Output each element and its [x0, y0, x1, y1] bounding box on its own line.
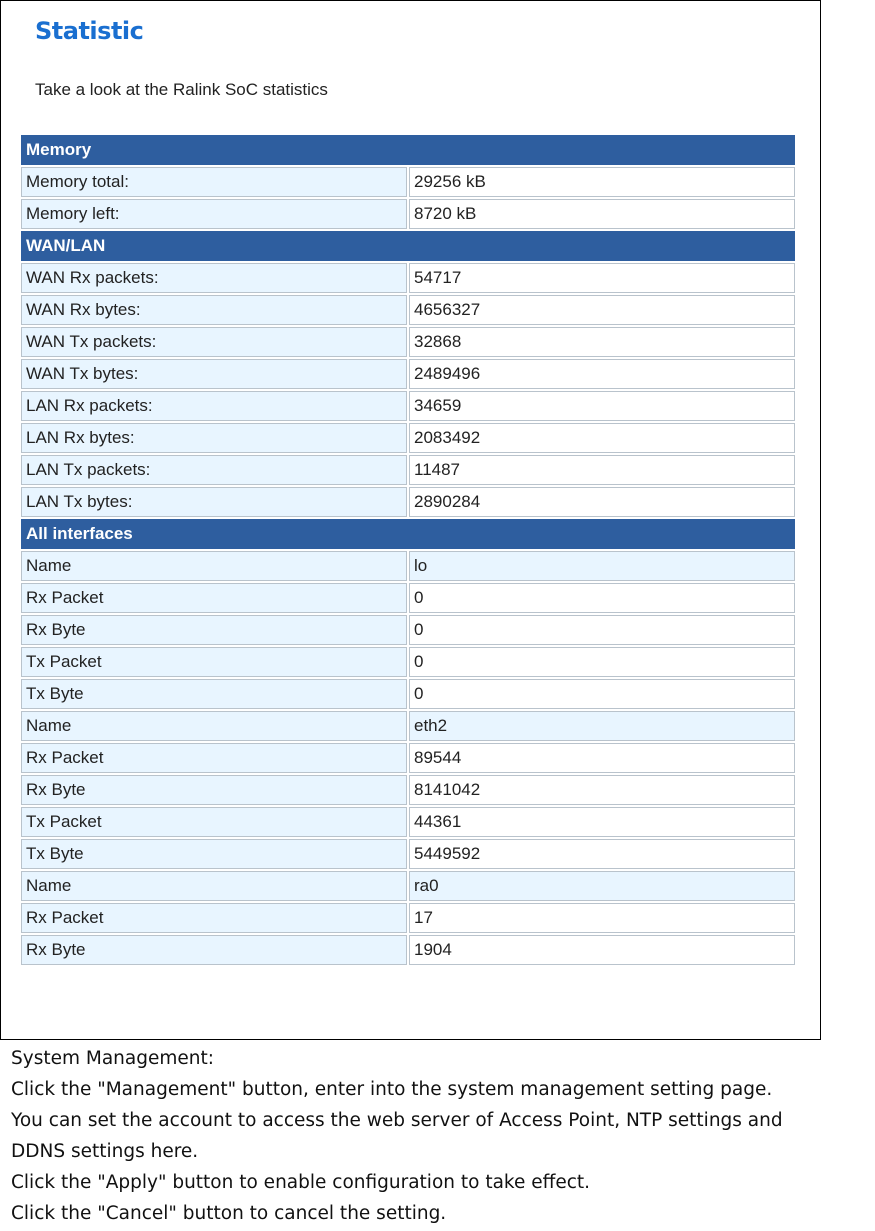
row-value: 29256 kB [409, 167, 795, 197]
table-row [21, 679, 795, 709]
row-value: lo [409, 551, 795, 581]
section-header: Memory [21, 135, 795, 165]
row-label: Tx Packet [21, 647, 407, 677]
row-label: LAN Rx packets: [21, 391, 407, 421]
row-label: LAN Rx bytes: [21, 423, 407, 453]
row-value: 17 [409, 903, 795, 933]
row-label: Name [21, 551, 407, 581]
row-label: Memory total: [21, 167, 407, 197]
row-label: LAN Tx bytes: [21, 487, 407, 517]
row-value: 2890284 [409, 487, 795, 517]
table-row [21, 263, 795, 293]
row-value: eth2 [409, 711, 795, 741]
document-line: DDNS settings here. [11, 1141, 199, 1162]
row-label: Rx Packet [21, 583, 407, 613]
row-value: 0 [409, 679, 795, 709]
row-label: Rx Packet [21, 903, 407, 933]
row-value: 0 [409, 615, 795, 645]
row-label: Name [21, 871, 407, 901]
table-row [21, 551, 795, 581]
row-label: Tx Byte [21, 679, 407, 709]
row-value: 89544 [409, 743, 795, 773]
table-row [21, 647, 795, 677]
row-label: Rx Byte [21, 615, 407, 645]
table-row [21, 935, 795, 965]
row-label: Rx Byte [21, 775, 407, 805]
table-row [21, 391, 795, 421]
row-value: 32868 [409, 327, 795, 357]
table-row [21, 423, 795, 453]
page-title: Statistic [35, 17, 144, 45]
row-value: 2083492 [409, 423, 795, 453]
table-row [21, 199, 795, 229]
document-line: You can set the account to access the web server of Access Point, NTP settings and [11, 1110, 783, 1131]
row-value: 2489496 [409, 359, 795, 389]
row-label: WAN Rx bytes: [21, 295, 407, 325]
row-label: WAN Rx packets: [21, 263, 407, 293]
statistics-table [19, 133, 797, 967]
table-row [21, 775, 795, 805]
section-header-row [21, 231, 795, 261]
row-label: LAN Tx packets: [21, 455, 407, 485]
row-label: Rx Packet [21, 743, 407, 773]
document-text [11, 1043, 873, 1229]
row-label: WAN Tx bytes: [21, 359, 407, 389]
row-value: ra0 [409, 871, 795, 901]
table-row [21, 711, 795, 741]
table-row [21, 167, 795, 197]
section-header: WAN/LAN [21, 231, 795, 261]
document-line: Click the "Management" button, enter into the system management setting page. [11, 1079, 773, 1100]
row-value: 0 [409, 583, 795, 613]
row-value: 5449592 [409, 839, 795, 869]
row-value: 34659 [409, 391, 795, 421]
table-row [21, 487, 795, 517]
document-line: System Management: [11, 1048, 214, 1069]
section-header-row [21, 135, 795, 165]
table-row [21, 455, 795, 485]
row-label: Tx Packet [21, 807, 407, 837]
row-value: 1904 [409, 935, 795, 965]
row-value: 4656327 [409, 295, 795, 325]
table-row [21, 583, 795, 613]
table-row [21, 903, 795, 933]
page-subtitle: Take a look at the Ralink SoC statistics [35, 80, 328, 99]
row-value: 0 [409, 647, 795, 677]
row-label: Tx Byte [21, 839, 407, 869]
row-label: Rx Byte [21, 935, 407, 965]
row-value: 54717 [409, 263, 795, 293]
row-label: Name [21, 711, 407, 741]
row-value: 44361 [409, 807, 795, 837]
row-value: 8720 kB [409, 199, 795, 229]
table-row [21, 295, 795, 325]
table-row [21, 615, 795, 645]
row-value: 11487 [409, 455, 795, 485]
table-row [21, 807, 795, 837]
section-header: All interfaces [21, 519, 795, 549]
table-row [21, 743, 795, 773]
table-row [21, 871, 795, 901]
row-label: WAN Tx packets: [21, 327, 407, 357]
table-row [21, 359, 795, 389]
table-row [21, 839, 795, 869]
section-header-row [21, 519, 795, 549]
document-line: Click the "Apply" button to enable configuration to take effect. [11, 1172, 591, 1193]
document-line: Click the "Cancel" button to cancel the setting. [11, 1203, 447, 1224]
table-row [21, 327, 795, 357]
row-label: Memory left: [21, 199, 407, 229]
row-value: 8141042 [409, 775, 795, 805]
